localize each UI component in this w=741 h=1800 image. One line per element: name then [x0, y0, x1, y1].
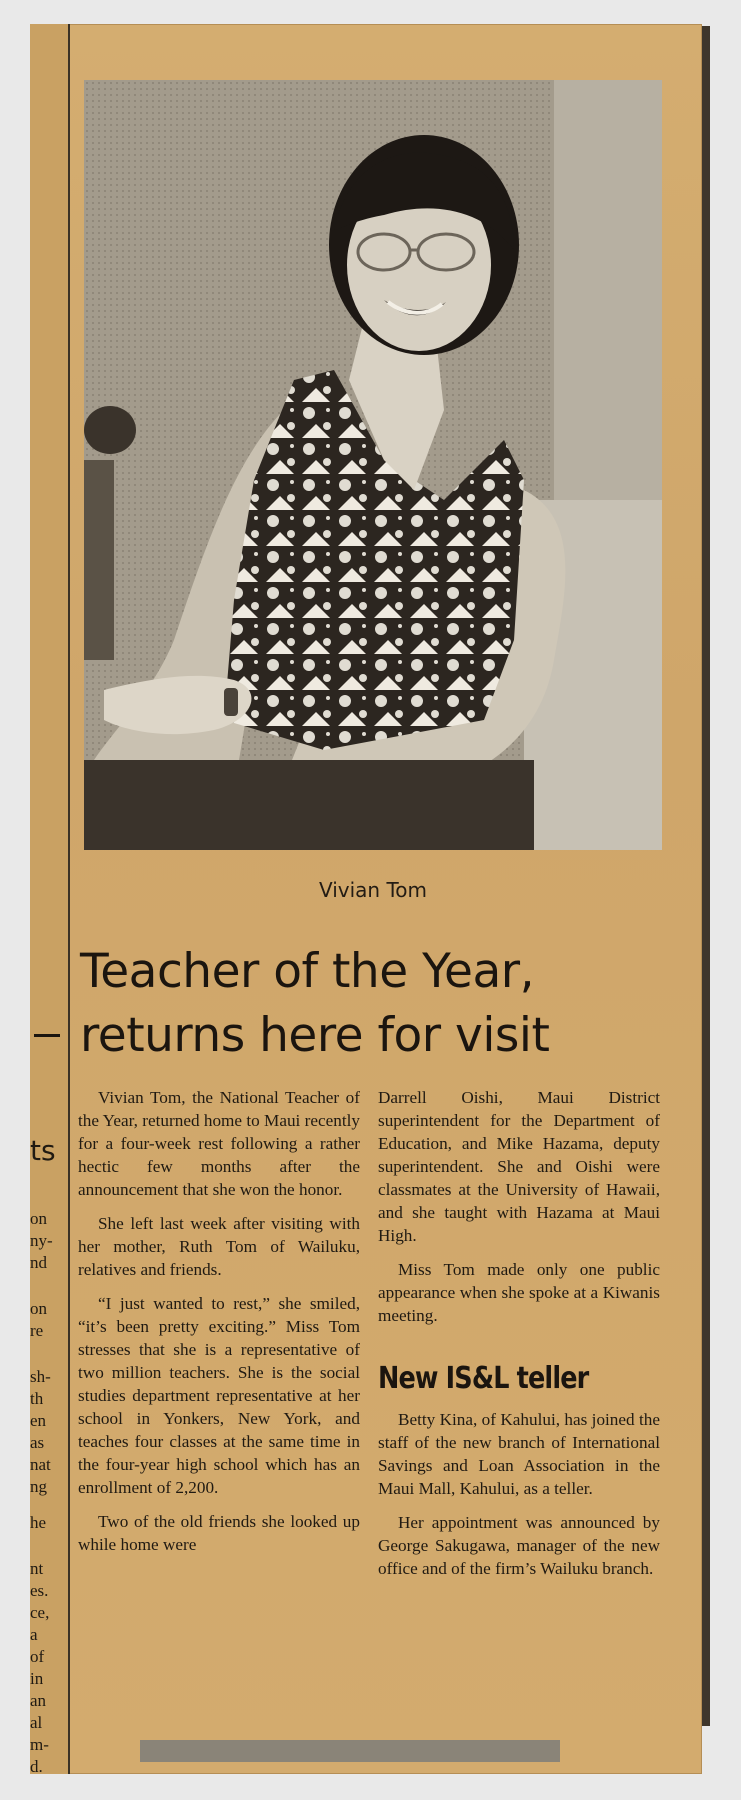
left-fragment: nd	[30, 1253, 47, 1272]
paragraph: Two of the old friends she looked up while home were	[78, 1512, 360, 1554]
left-fragment: on	[30, 1299, 47, 1318]
article-column-2	[378, 1086, 660, 1591]
left-fragment: m-	[30, 1735, 49, 1754]
paragraph: Her appointment was announced by George Sakugawa, manager of the new office and of the firm’s Wailuku branch.	[378, 1513, 660, 1578]
left-fragment: d.	[30, 1757, 43, 1776]
left-fragment: of	[30, 1647, 45, 1666]
paragraph: She left last week after visiting with her mother, Ruth Tom of Wailuku, relatives and friends.	[78, 1214, 360, 1279]
left-fragment: ce,	[30, 1603, 50, 1622]
left-fragment: ng	[30, 1477, 47, 1496]
left-fragment: an	[30, 1691, 47, 1710]
left-fragment: as	[30, 1433, 45, 1452]
left-fragment: ts	[30, 1134, 56, 1167]
torn-bottom-band	[140, 1740, 560, 1762]
paragraph: Miss Tom made only one public appearance when she spoke at a Kiwanis meeting.	[378, 1260, 660, 1325]
left-fragment: on	[30, 1209, 47, 1228]
left-fragment: al	[30, 1713, 43, 1732]
left-fragment: nat	[30, 1455, 51, 1474]
left-fragment: en	[30, 1411, 47, 1430]
paragraph: Vivian Tom, the National Teacher of the Year, returned home to Maui recently for a four-week rest following a rather hectic few months after the announcement that she won the honor.	[78, 1088, 360, 1199]
left-fragment: re	[30, 1321, 44, 1340]
left-fragment: es.	[30, 1581, 49, 1600]
left-fragment: sh-	[30, 1367, 51, 1386]
paragraph: Betty Kina, of Kahului, has joined the staff of the new branch of International Savings and Loan Association in the Maui Mall, Kahului, as a teller.	[378, 1410, 660, 1498]
article-column-1	[78, 1086, 360, 1567]
left-fragment: th	[30, 1389, 44, 1408]
headline-line-2: returns here for visit	[80, 1008, 550, 1063]
column-rule-dash	[34, 1034, 60, 1037]
portrait-photo	[84, 80, 662, 850]
article-headline	[80, 940, 680, 1068]
left-fragment: nt	[30, 1559, 44, 1578]
side-article-subhead: New IS&L teller	[378, 1361, 589, 1396]
left-fragment: he	[30, 1513, 47, 1532]
paragraph: “I just wanted to rest,” she smiled, “it’s been pretty exciting.” Miss Tom stresses that she is a representative of two million teachers. She is the social studies department representative at her school in Yonkers, New York, and teaches four classes at the same time in the four-year high school which has an enrollment of 2,200.	[78, 1294, 360, 1497]
headline-line-1: Teacher of the Year,	[80, 944, 535, 999]
left-fragment: ny-	[30, 1231, 53, 1250]
photo-caption: Vivian Tom	[318, 878, 428, 902]
left-fragment: in	[30, 1669, 44, 1688]
left-fragment: a	[30, 1625, 38, 1644]
paragraph: Darrell Oishi, Maui District superintendent for the Department of Education, and Mike Hazama, deputy superintendent. She and Oishi were classmates at the University of Hawaii, and she taught with Hazama at Maui High.	[378, 1088, 660, 1245]
